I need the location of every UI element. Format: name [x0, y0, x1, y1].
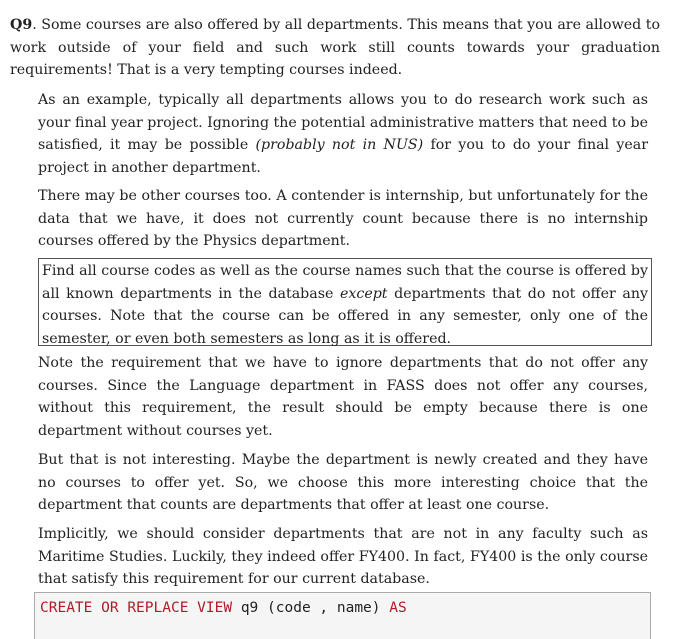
example-text-end: for you to do your final year project in another department.: [38, 137, 649, 176]
task-text-end: departments that do not offer any courses. Note that the course can be offered in any semester, only one of the semester, or even both semesters as long as it is offered.: [42, 285, 648, 347]
paragraph-implicitly: Implicitly, we should consider departments that are not in any faculty such as Maritime Studies. Luckily, they indeed offer FY400. In fact, FY400 is the only course that satisfy this requirement for our current database.: [38, 526, 648, 587]
example-text-start: As an example, typically all departments allows you to do research work such as your final year project. Ignoring the potential administrative matters that need to be satisfied, it may be possible: [38, 92, 649, 153]
code-columns: (code , name): [267, 600, 381, 616]
question-intro: Some courses are also offered by all departments. This means that you are allowed to work outside of your field and such work still counts towards your graduation requirements! That is a very tempting courses indeed.: [10, 17, 660, 78]
code-keyword-or: OR: [101, 600, 119, 616]
code-keyword-as: AS: [389, 600, 407, 616]
task-box: [38, 258, 652, 346]
task-italic-except: except: [339, 285, 388, 302]
question-number: Q9: [10, 17, 33, 33]
example-italic-note: (probably not in NUS): [255, 137, 424, 153]
paragraph-example: [38, 89, 648, 179]
paragraph-not-interesting: But that is not interesting. Maybe the department is newly created and they have no courses to offer yet. So, we choose this more interesting choice that the department that counts are departments that offer at least one course.: [38, 452, 648, 513]
paragraph-internship: There may be other courses too. A contender is internship, but unfortunately for the data that we have, it does not currently count because there is no internship courses offered by the Physics department.: [38, 188, 648, 249]
code-keyword-create: CREATE: [40, 600, 93, 616]
code-view-name: q9: [240, 600, 259, 616]
sql-code-block: [34, 592, 651, 639]
code-keyword-replace: REPLACE: [127, 600, 189, 616]
task-text-start: Find all course codes as well as the course names such that the course is offered by all known departments in the database: [42, 263, 648, 302]
question-block: Q9. Some courses are also offered by all departments. This means that you are allowed to work outside of your field and such work still counts towards your graduation requirements! That is a very tempting courses indeed.: [10, 17, 660, 78]
code-keyword-view: VIEW: [197, 600, 233, 616]
paragraph-requirement-note: Note the requirement that we have to ignore departments that do not offer any courses. Since the Language department in FASS does not offer any courses, without this requirement, the result should be empty because there is one department without courses yet.: [38, 355, 648, 439]
